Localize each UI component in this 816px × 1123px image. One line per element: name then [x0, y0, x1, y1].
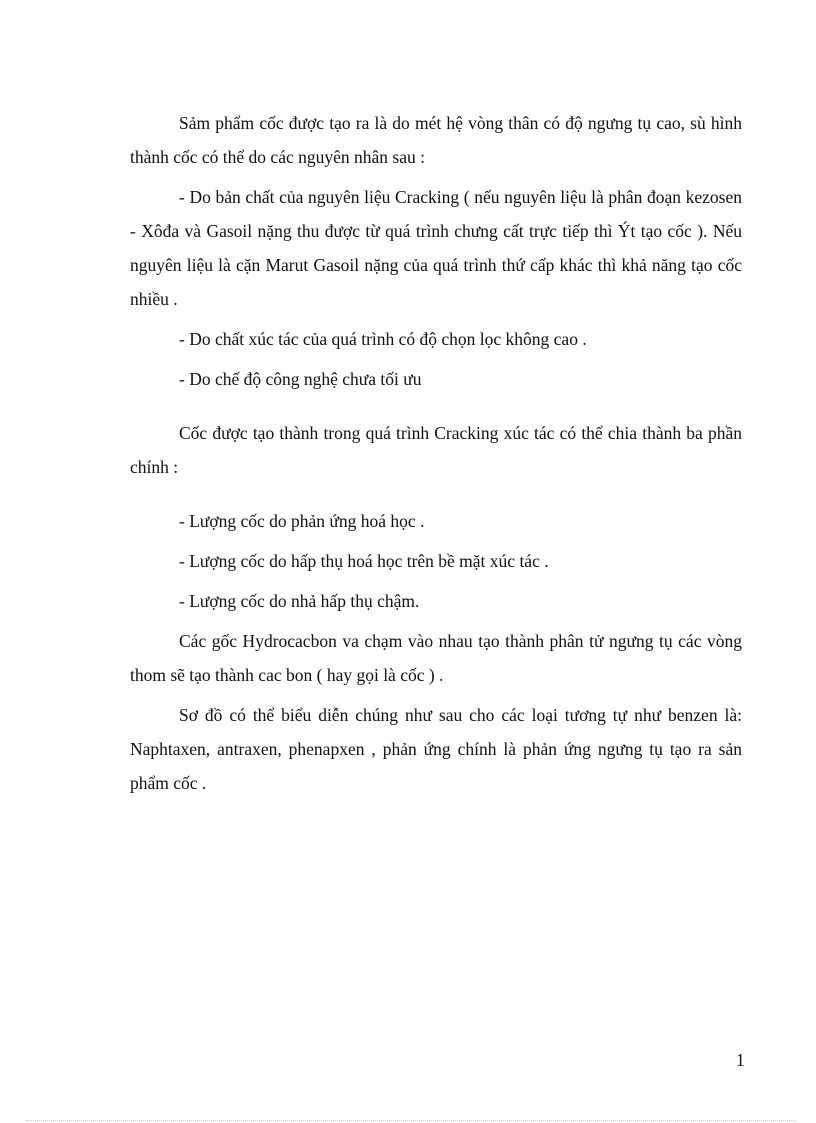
paragraph-cause-catalyst: - Do chất xúc tác của quá trình có độ chọn lọc không cao . [179, 329, 587, 349]
footer-divider [26, 1120, 796, 1121]
paragraph-coke-type-slow-desorption: - Lượng cốc do nhả hấp thụ chậm. [179, 591, 420, 611]
paragraph-coke-type-chemical-reaction: - Lượng cốc do phản ứng hoá học . [179, 511, 425, 531]
paragraph-hydrocarbon-radicals: Các gốc Hydrocacbon va chạm vào nhau tạo thành phân tử ngưng tụ các vòng thom sẽ tạo thành cac bon ( hay gọi là cốc ) . [130, 631, 742, 685]
paragraph-cause-feedstock: - Do bản chất của nguyên liệu Cracking ( nếu nguyên liệu là phân đoạn kezosen - Xôđa và Gasoil nặng thu được từ quá trình chưng cất trực tiếp thì Ýt tạo cốc ). Nếu nguyên liệu là cặn Marut Gasoil nặng của quá trình thứ cấp khác thì khả năng tạo cốc nhiều . [130, 187, 742, 309]
paragraph-coke-type-adsorption: - Lượng cốc do hấp thụ hoá học trên bề mặt xúc tác . [179, 551, 549, 571]
paragraph-condensation-scheme: Sơ đồ có thể biểu diễn chúng như sau cho các loại tương tự như benzen là: Naphtaxen, antraxen, phenapxen , phản ứng chính là phản ứng ngưng tụ tạo ra sản phẩm cốc . [130, 705, 742, 793]
paragraph-cause-process-regime: - Do chế độ công nghệ chưa tối ưu [179, 369, 422, 389]
paragraph-coke-types-intro: Cốc được tạo thành trong quá trình Cracking xúc tác có thể chia thành ba phần chính : [130, 423, 742, 477]
document-body [130, 106, 742, 800]
page-number: 1 [736, 1050, 745, 1070]
paragraph-coke-formation-causes: Sảm phẩm cốc được tạo ra là do mét hệ vòng thân có độ ngưng tụ cao, sù hình thành cốc có thể do các nguyên nhân sau : [130, 113, 742, 167]
